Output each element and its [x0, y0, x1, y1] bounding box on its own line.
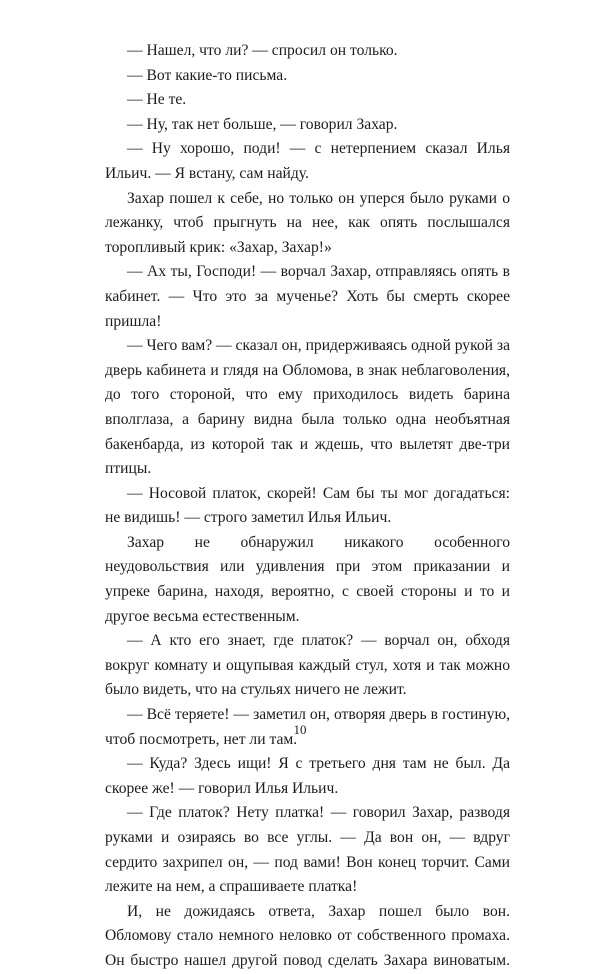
- paragraph-3: — Не те.: [127, 91, 187, 109]
- paragraph-1: — Нашел, что ли? — спросил он только.: [127, 42, 398, 59]
- paragraph-14: — Где платок? Нету платка! — говорил Захар, разводя руками и озираясь во все углы. — Да вон он, — вдруг сердито захрипел он, — под вами! Вон конец торчит. Сами лежите на нем, а спрашиваете платка!: [105, 804, 510, 896]
- paragraph-13: — Куда? Здесь ищи! Я с третьего дня там не был. Да скорее же! — говорил Илья Ильич.: [105, 755, 510, 797]
- paragraph-8: — Чего вам? — сказал он, придерживаясь одной рукой за дверь кабинета и глядя на Обломова, в знак неблаговоления, до того стороной, что ему приходилось видеть барина вполглаза, а барину видна была только одна необъятная бакенбарда, из которой так и ждешь, что вылетят две-три птицы.: [105, 337, 510, 478]
- paragraph-11: — А кто его знает, где платок? — ворчал он, обходя вокруг комнату и ощупывая каждый стул, хотя и так можно было видеть, что на стульях ничего не лежит.: [105, 632, 510, 699]
- paragraph-5: — Ну хорошо, поди! — с нетерпением сказал Илья Ильич. — Я встану, сам найду.: [105, 140, 510, 182]
- page-body: [105, 39, 510, 974]
- paragraph-6: Захар пошел к себе, но только он уперся было руками о лежанку, чтоб прыгнуть на нее, как опять послышался торопливый крик: «Захар, Захар!»: [105, 189, 510, 256]
- paragraph-7: — Ах ты, Господи! — ворчал Захар, отправляясь опять в кабинет. — Что это за мученье? Хоть бы смерть скорее пришла!: [105, 263, 510, 330]
- paragraph-2: — Вот какие-то письма.: [127, 66, 288, 84]
- paragraph-4: — Ну, так нет больше, — говорил Захар.: [127, 115, 398, 133]
- page-number: 10: [293, 722, 307, 737]
- paragraph-15: И, не дожидаясь ответа, Захар пошел было вон. Обломову стало немного неловко от собственного промаха. Он быстро нашел другой повод сделать Захара виноватым.: [105, 902, 510, 969]
- paragraph-12: — Всё теряете! — заметил он, отворяя дверь в гостиную, чтоб посмотреть, нет ли там.: [105, 706, 510, 748]
- paragraph-9: — Носовой платок, скорей! Сам бы ты мог догадаться: не видишь! — строго заметил Илья Ильич.: [105, 484, 510, 527]
- paragraph-10: Захар не обнаружил никакого особенного неудовольствия или удивления при этом приказании и упреке барина, находя, вероятно, с своей стороны и то и другое весьма естественным.: [105, 533, 510, 625]
